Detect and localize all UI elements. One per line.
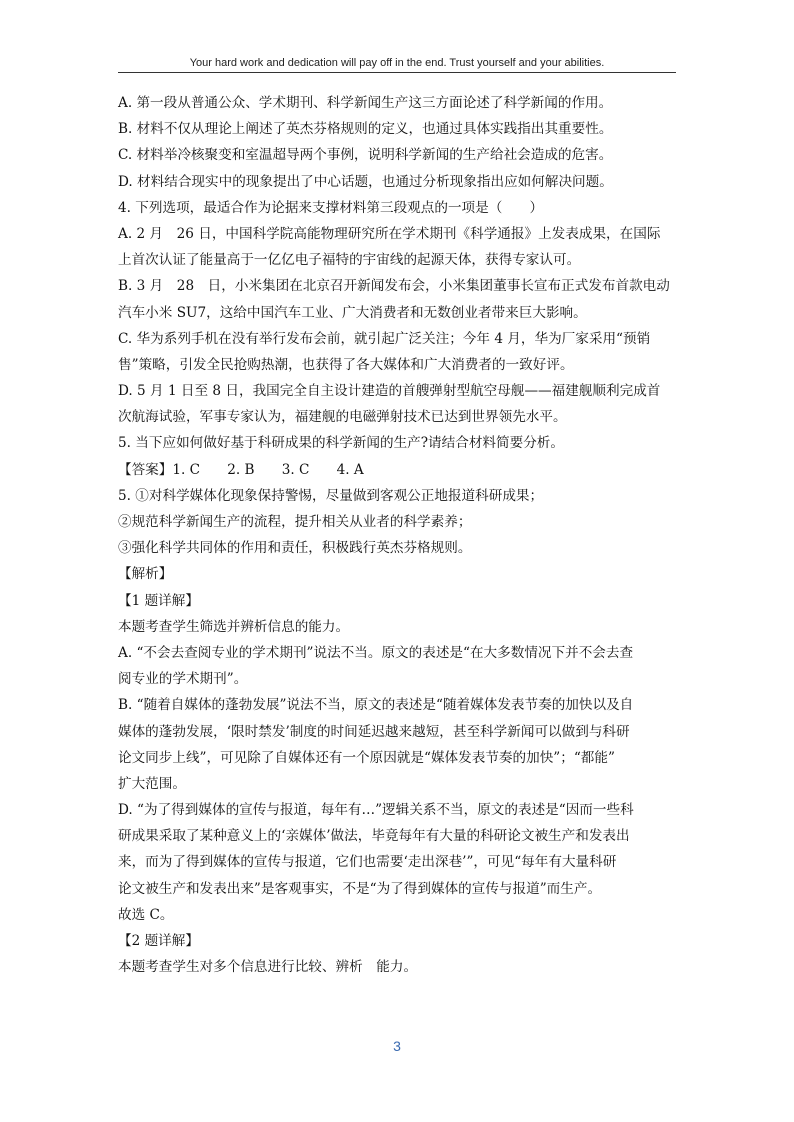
text-line: 上首次认证了能量高于一亿亿电子福特的宇宙线的起源天体，获得专家认可。 bbox=[118, 252, 581, 269]
text-line: 次航海试验，军事专家认为，福建舰的电磁弹射技术已达到世界领先水平。 bbox=[118, 409, 567, 426]
text-line: A. 第一段从普通公众、学术期刊、科学新闻生产这三方面论述了科学新闻的作用。 bbox=[118, 95, 613, 111]
text-line: A. 2 月 26 日，中国科学院高能物理研究所在学术期刊《科学通报》上发表成果，在国际 bbox=[118, 225, 661, 242]
text-line: A. “不会去查阅专业的学术期刊”说法不当。原文的表述是“在大多数情况下并不会去查 bbox=[118, 644, 634, 661]
text-line: 【解析】 bbox=[118, 566, 173, 583]
text-line: C. 华为系列手机在没有举行发布会前，就引起广泛关注；今年 4 月，华为厂家采用“预销 bbox=[118, 330, 651, 347]
page-number: 3 bbox=[393, 1038, 401, 1054]
text-line: 故选 C。 bbox=[118, 906, 174, 923]
text-line: 来，而为了得到媒体的宣传与报道，它们也需要‘走出深巷’”，可见“每年有大量科研 bbox=[118, 854, 617, 871]
text-line: 研成果采取了某种意义上的‘亲媒体’做法，毕竟每年有大量的科研论文被生产和发表出 bbox=[118, 828, 630, 845]
text-line: 本题考查学生对多个信息进行比较、辨析 能力。 bbox=[118, 959, 418, 976]
text-line: B. 3 月 28 日，小米集团在北京召开新闻发布会，小米集团董事长宣布正式发布首款电动 bbox=[118, 278, 670, 295]
text-line: 论文被生产和发表出来”是客观事实，不是“为了得到媒体的宣传与报道”而生产。 bbox=[118, 880, 602, 897]
text-line: 【2 题详解】 bbox=[118, 933, 199, 949]
text-line: D. “为了得到媒体的宣传与报道，每年有…”逻辑关系不当，原文的表述是“因而一些科 bbox=[118, 802, 634, 819]
text-line: ③强化科学共同体的作用和责任，积极践行英杰芬格规则。 bbox=[118, 540, 472, 557]
text-line: 本题考查学生筛选并辨析信息的能力。 bbox=[118, 618, 350, 635]
text-line: B. 材料不仅从理论上阐述了英杰芬格规则的定义，也通过具体实践指出其重要性。 bbox=[118, 121, 613, 138]
text-line: 扩大范围。 bbox=[118, 775, 186, 792]
text-line: 5. ①对科学媒体化现象保持警惕，尽量做到客观公正地报道科研成果； bbox=[118, 487, 544, 504]
text-line: B. “随着自媒体的蓬勃发展”说法不当，原文的表述是“随着媒体发表节奏的加快以及自 bbox=[118, 697, 634, 714]
text-line: 汽车小米 SU7，这给中国汽车工业、广大消费者和无数创业者带来巨大影响。 bbox=[118, 304, 587, 321]
text-line: 5. 当下应如何做好基于科研成果的科学新闻的生产?请结合材料简要分析。 bbox=[118, 435, 564, 452]
text-line: ②规范科学新闻生产的流程，提升相关从业者的科学素养； bbox=[118, 514, 472, 530]
text-line: 4. 下列选项，最适合作为论据来支撑材料第三段观点的一项是（ ） bbox=[118, 199, 544, 216]
text-line: D. 5 月 1 日至 8 日，我国完全自主设计建造的首艘弹射型航空母舰——福建舰顺利完成首 bbox=[118, 383, 661, 400]
header-divider bbox=[118, 72, 676, 73]
text-line: 【答案】1. C 2. B 3. C 4. A bbox=[118, 461, 364, 478]
text-line: 【1 题详解】 bbox=[118, 592, 199, 609]
text-line: 阅专业的学术期刊”。 bbox=[118, 671, 248, 688]
page-header-motto: Your hard work and dedication will pay off in the end. Trust yourself and your abilities. bbox=[189, 57, 605, 69]
text-line: C. 材料举冷核聚变和室温超导两个事例，说明科学新闻的生产给社会造成的危害。 bbox=[118, 147, 613, 164]
text-line: 媒体的蓬勃发展，‘限时禁发’制度的时间延迟越来越短，甚至科学新闻可以做到与科研 bbox=[118, 723, 630, 740]
document-body bbox=[118, 90, 678, 980]
text-line: 售”策略，引发全民抢购热潮，也获得了各大媒体和广大消费者的一致好评。 bbox=[118, 356, 574, 373]
text-line: 论文同步上线”，可见除了自媒体还有一个原因就是“媒体发表节奏的加快”；“都能” bbox=[118, 749, 615, 766]
text-line: D. 材料结合现实中的现象提出了中心话题，也通过分析现象指出应如何解决问题。 bbox=[118, 173, 613, 190]
